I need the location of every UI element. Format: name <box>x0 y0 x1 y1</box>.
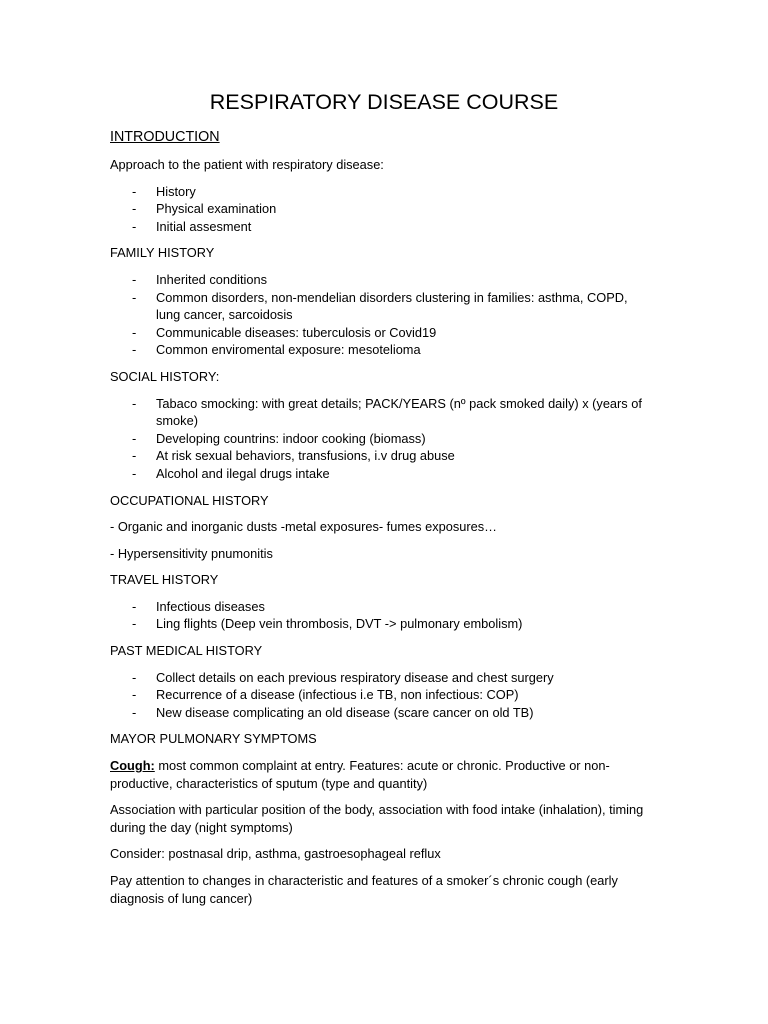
bullet-dash: - <box>132 704 137 720</box>
page-title: RESPIRATORY DISEASE COURSE <box>209 90 559 114</box>
intro-heading: INTRODUCTION <box>110 129 220 145</box>
list-item: - Alcohol and ilegal drugs intake <box>132 465 330 481</box>
social-heading: SOCIAL HISTORY: <box>110 368 220 384</box>
approach-list <box>110 183 650 236</box>
occupational-heading: OCCUPATIONAL HISTORY <box>110 492 269 508</box>
bullet-dash: - <box>132 598 137 614</box>
travel-heading: TRAVEL HISTORY <box>110 572 219 588</box>
bullet-dash: - <box>132 218 137 234</box>
bullet-dash: - <box>132 201 137 217</box>
cough-paragraph <box>110 757 650 792</box>
cough-text: most common complaint at entry. Features: acute or chronic. Productive or non-productive, characteristics of sputum (type and quantity) <box>110 758 610 791</box>
list-item: - New disease complicating an old disease (scare cancer on old TB) <box>132 704 534 720</box>
list-item: - History <box>132 183 196 199</box>
list-item: - Communicable diseases: tuberculosis or Covid19 <box>132 324 437 340</box>
bullet-dash: - <box>132 616 137 632</box>
bullet-dash: - <box>132 448 137 464</box>
past-list <box>110 669 650 722</box>
symptoms-heading: MAYOR PULMONARY SYMPTOMS <box>110 731 317 747</box>
list-item: - Infectious diseases <box>132 598 265 614</box>
bullet-dash: - <box>132 271 137 287</box>
occupational-line: - Organic and inorganic dusts -metal exposures- fumes exposures… <box>110 519 497 535</box>
past-heading: PAST MEDICAL HISTORY <box>110 643 263 659</box>
bullet-dash: - <box>132 289 137 305</box>
social-list <box>110 395 650 483</box>
list-item: - Recurrence of a disease (infectious i.e TB, non infectious: COP) <box>132 687 519 703</box>
travel-list <box>110 598 650 633</box>
family-heading: FAMILY HISTORY <box>110 245 215 261</box>
bullet-dash: - <box>132 430 137 446</box>
bullet-dash: - <box>132 669 137 685</box>
association-paragraph: Association with particular position of the body, association with food intake (inhalation), timing during the day (night symptoms) <box>110 802 644 835</box>
bullet-dash: - <box>132 687 137 703</box>
list-item: - Initial assesment <box>132 218 252 234</box>
attention-paragraph: Pay attention to changes in characteristic and features of a smoker´s chronic cough (early diagnosis of lung cancer) <box>110 873 618 906</box>
list-item: - Inherited conditions <box>132 271 267 287</box>
consider-paragraph: Consider: postnasal drip, asthma, gastroesophageal reflux <box>110 846 441 862</box>
list-item: - Common enviromental exposure: mesotelioma <box>132 342 421 358</box>
list-item: - At risk sexual behaviors, transfusions, i.v drug abuse <box>132 448 455 464</box>
bullet-dash: - <box>132 183 137 199</box>
list-item: - Collect details on each previous respiratory disease and chest surgery <box>132 669 554 685</box>
list-item: - Ling flights (Deep vein thrombosis, DVT -> pulmonary embolism) <box>132 616 523 632</box>
bullet-dash: - <box>132 465 137 481</box>
bullet-dash: - <box>132 395 137 411</box>
bullet-dash: - <box>132 342 137 358</box>
document-body <box>110 88 650 907</box>
list-item: - Common disorders, non-mendelian disorders clustering in families: asthma, COPD, lung cancer, sarcoidosis <box>132 289 628 323</box>
cough-label: Cough: <box>110 758 155 774</box>
approach-paragraph: Approach to the patient with respiratory disease: <box>110 157 384 172</box>
bullet-dash: - <box>132 324 137 340</box>
list-item: - Developing countrins: indoor cooking (biomass) <box>132 430 426 446</box>
list-item: - Physical examination <box>132 201 277 217</box>
family-list <box>110 271 650 359</box>
list-item: - Tabaco smocking: with great details; PACK/YEARS (nº pack smoked daily) x (years of smoke) <box>132 395 642 429</box>
occupational-line: - Hypersensitivity pnumonitis <box>110 545 273 561</box>
